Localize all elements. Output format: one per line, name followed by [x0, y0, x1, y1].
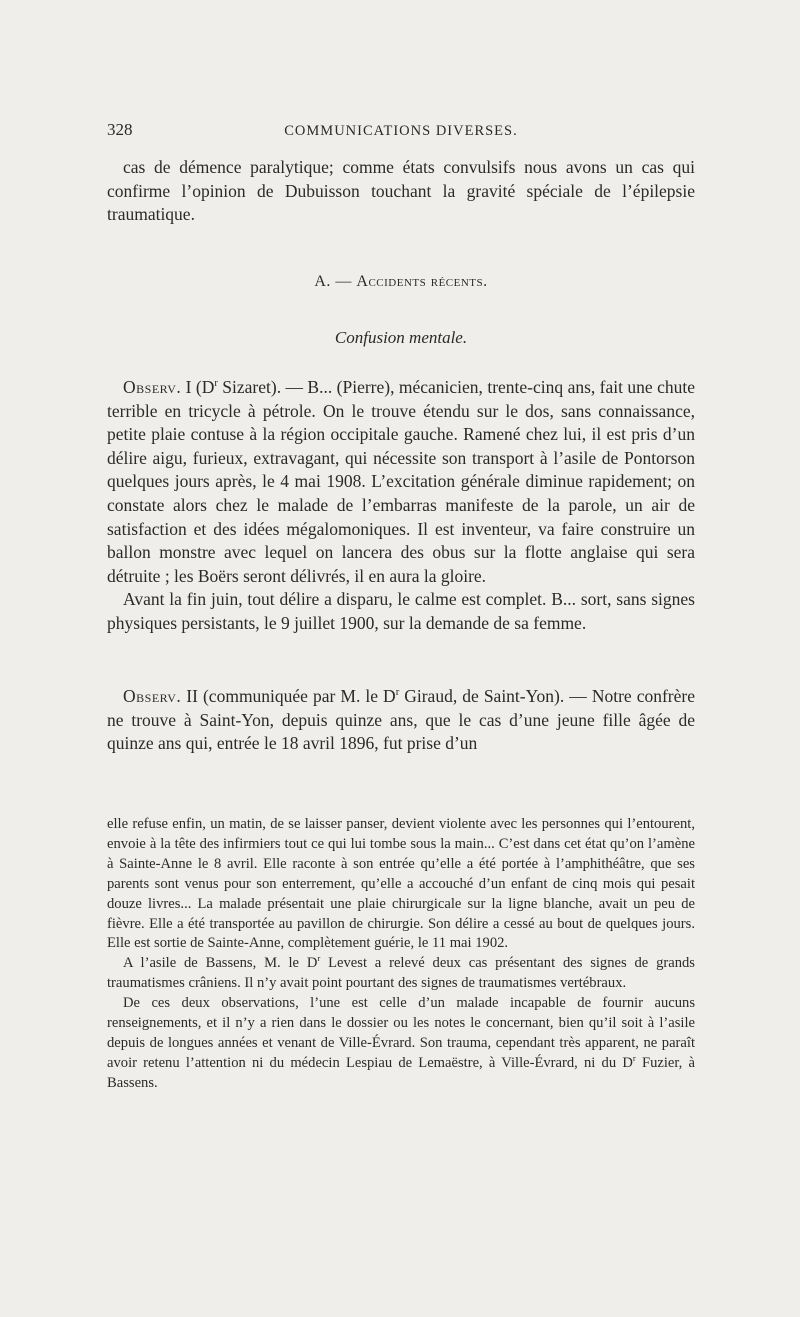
observation-1-author-open: (D [195, 377, 215, 397]
subsection-heading: Confusion mentale. [334, 328, 468, 347]
intro-paragraph: cas de démence paralytique; comme états convulsifs nous avons un cas qui confirme l’opinion de Dubuisson touchant la gravité spéciale de l’épilepsie traumatique. [107, 157, 695, 225]
observation-1-label: Observ. [123, 377, 182, 397]
observation-1 [107, 376, 695, 636]
running-head: COMMUNICATIONS DIVERSES. [284, 123, 518, 139]
small-print-block [107, 815, 695, 1094]
observation-2-body: — Notre confrère ne trouve à Saint-Yon, depuis quinze ans, que le cas d’une jeune fille âgée de quinze ans qui, entrée le 18 avril 1896, fut prise d’un [107, 686, 695, 754]
small-paragraph-2-b: Levest a relevé deux cas présentant des signes de grands traumatismes crâniens. Il n’y avait point pourtant des signes de traumatismes vertébraux. [107, 955, 695, 992]
observation-2 [107, 685, 695, 756]
intro-paragraph-block [107, 156, 695, 227]
observation-1-continuation: Avant la fin juin, tout délire a disparu, le calme est complet. B... sort, sans signes physiques persistants, le 9 juillet 1900, sur la demande de sa femme. [107, 589, 695, 633]
small-paragraph-2-sup: r [317, 953, 321, 964]
observation-1-paragraph [107, 376, 695, 588]
small-paragraph-3-a: De ces deux observations, l’une est celle d’un malade incapable de fournir aucuns renseignements, et il n’y a rien dans le dossier ou les notes le concernant, bien qu’il soit à l’asile depuis de longues années et venant de Ville-Évrard. Son trauma, cependant très apparent, ne paraît avoir retenu l’attention ni du médecin Lespiau de Lemaëstre, à Ville-Évrard, ni du D [107, 995, 695, 1071]
small-paragraph-3 [107, 994, 695, 1094]
small-paragraph-2 [107, 954, 695, 994]
small-paragraph-2-a: A l’asile de Bassens, M. le D [123, 955, 318, 972]
observation-1-author-close: Sizaret). [217, 377, 282, 397]
section-heading [107, 273, 695, 291]
section-dash: — [335, 273, 352, 290]
section-letter: A. [314, 273, 331, 290]
observation-1-body: — B... (Pierre), mécanicien, trente-cinq ans, fait une chute terrible en tricycle à pétrole. On le trouve étendu sur le dos, sans connaissance, petite plaie contuse à la région occipitale gauche. Ramené chez lui, il est pris d’un délire aigu, furieux, extravagant, qui nécessite son transport à l’asile de Pontorson quelques jours après, le 4 mai 1908. L’excitation générale diminue rapidement; on constate alors chez le malade de l’embarras manifeste de la parole, un air de satisfaction et des idées mégalomoniques. Il est inventeur, va faire construire un ballon monstre avec lequel on lancera des obus sur la flotte anglaise qui sera détruite ; les Boërs seront délivrés, il en aura la gloire. [107, 377, 696, 586]
small-paragraph-3-sup: r [632, 1053, 636, 1064]
observation-2-paragraph [107, 685, 695, 756]
observation-2-label: Observ. [123, 686, 182, 706]
observation-2-author-close: Giraud, de Saint-Yon). [399, 686, 565, 706]
observation-1-author-sup: r [214, 378, 218, 390]
small-paragraph-3-b: Fuzier, à Bassens. [107, 1054, 695, 1091]
observation-2-author-sup: r [395, 687, 400, 699]
observation-1-number: I [185, 377, 192, 397]
section-title: Accidents récents. [356, 273, 488, 290]
page-header [107, 120, 695, 144]
observation-2-author-open: (communiquée par M. le D [202, 686, 396, 706]
small-paragraph-1: elle refuse enfin, un matin, de se laisser panser, devient violente avec les personnes qui l’entourent, envoie à la tête des infirmiers tout ce qui lui tombe sous la main... C’est dans cet état qu’on l’amène à Sainte-Anne le 8 avril. Elle raconte à son entrée qu’elle a été portée à l’amphithéâtre, que ses parents sont venus pour son enterrement, qu’elle a accouché d’un enfant de cinq mois qui pesait douze livres... La malade présentait une plaie chirurgicale sur la ligne blanche, avait un peu de fièvre. Elle a été transportée au pavillon de chirurgie. Son délire a cessé au bout de quelques jours. Elle est sortie de Sainte-Anne, complètement guérie, le 11 mai 1902. [107, 816, 695, 952]
page-number: 328 [107, 120, 133, 139]
observation-2-number: II [186, 686, 198, 706]
